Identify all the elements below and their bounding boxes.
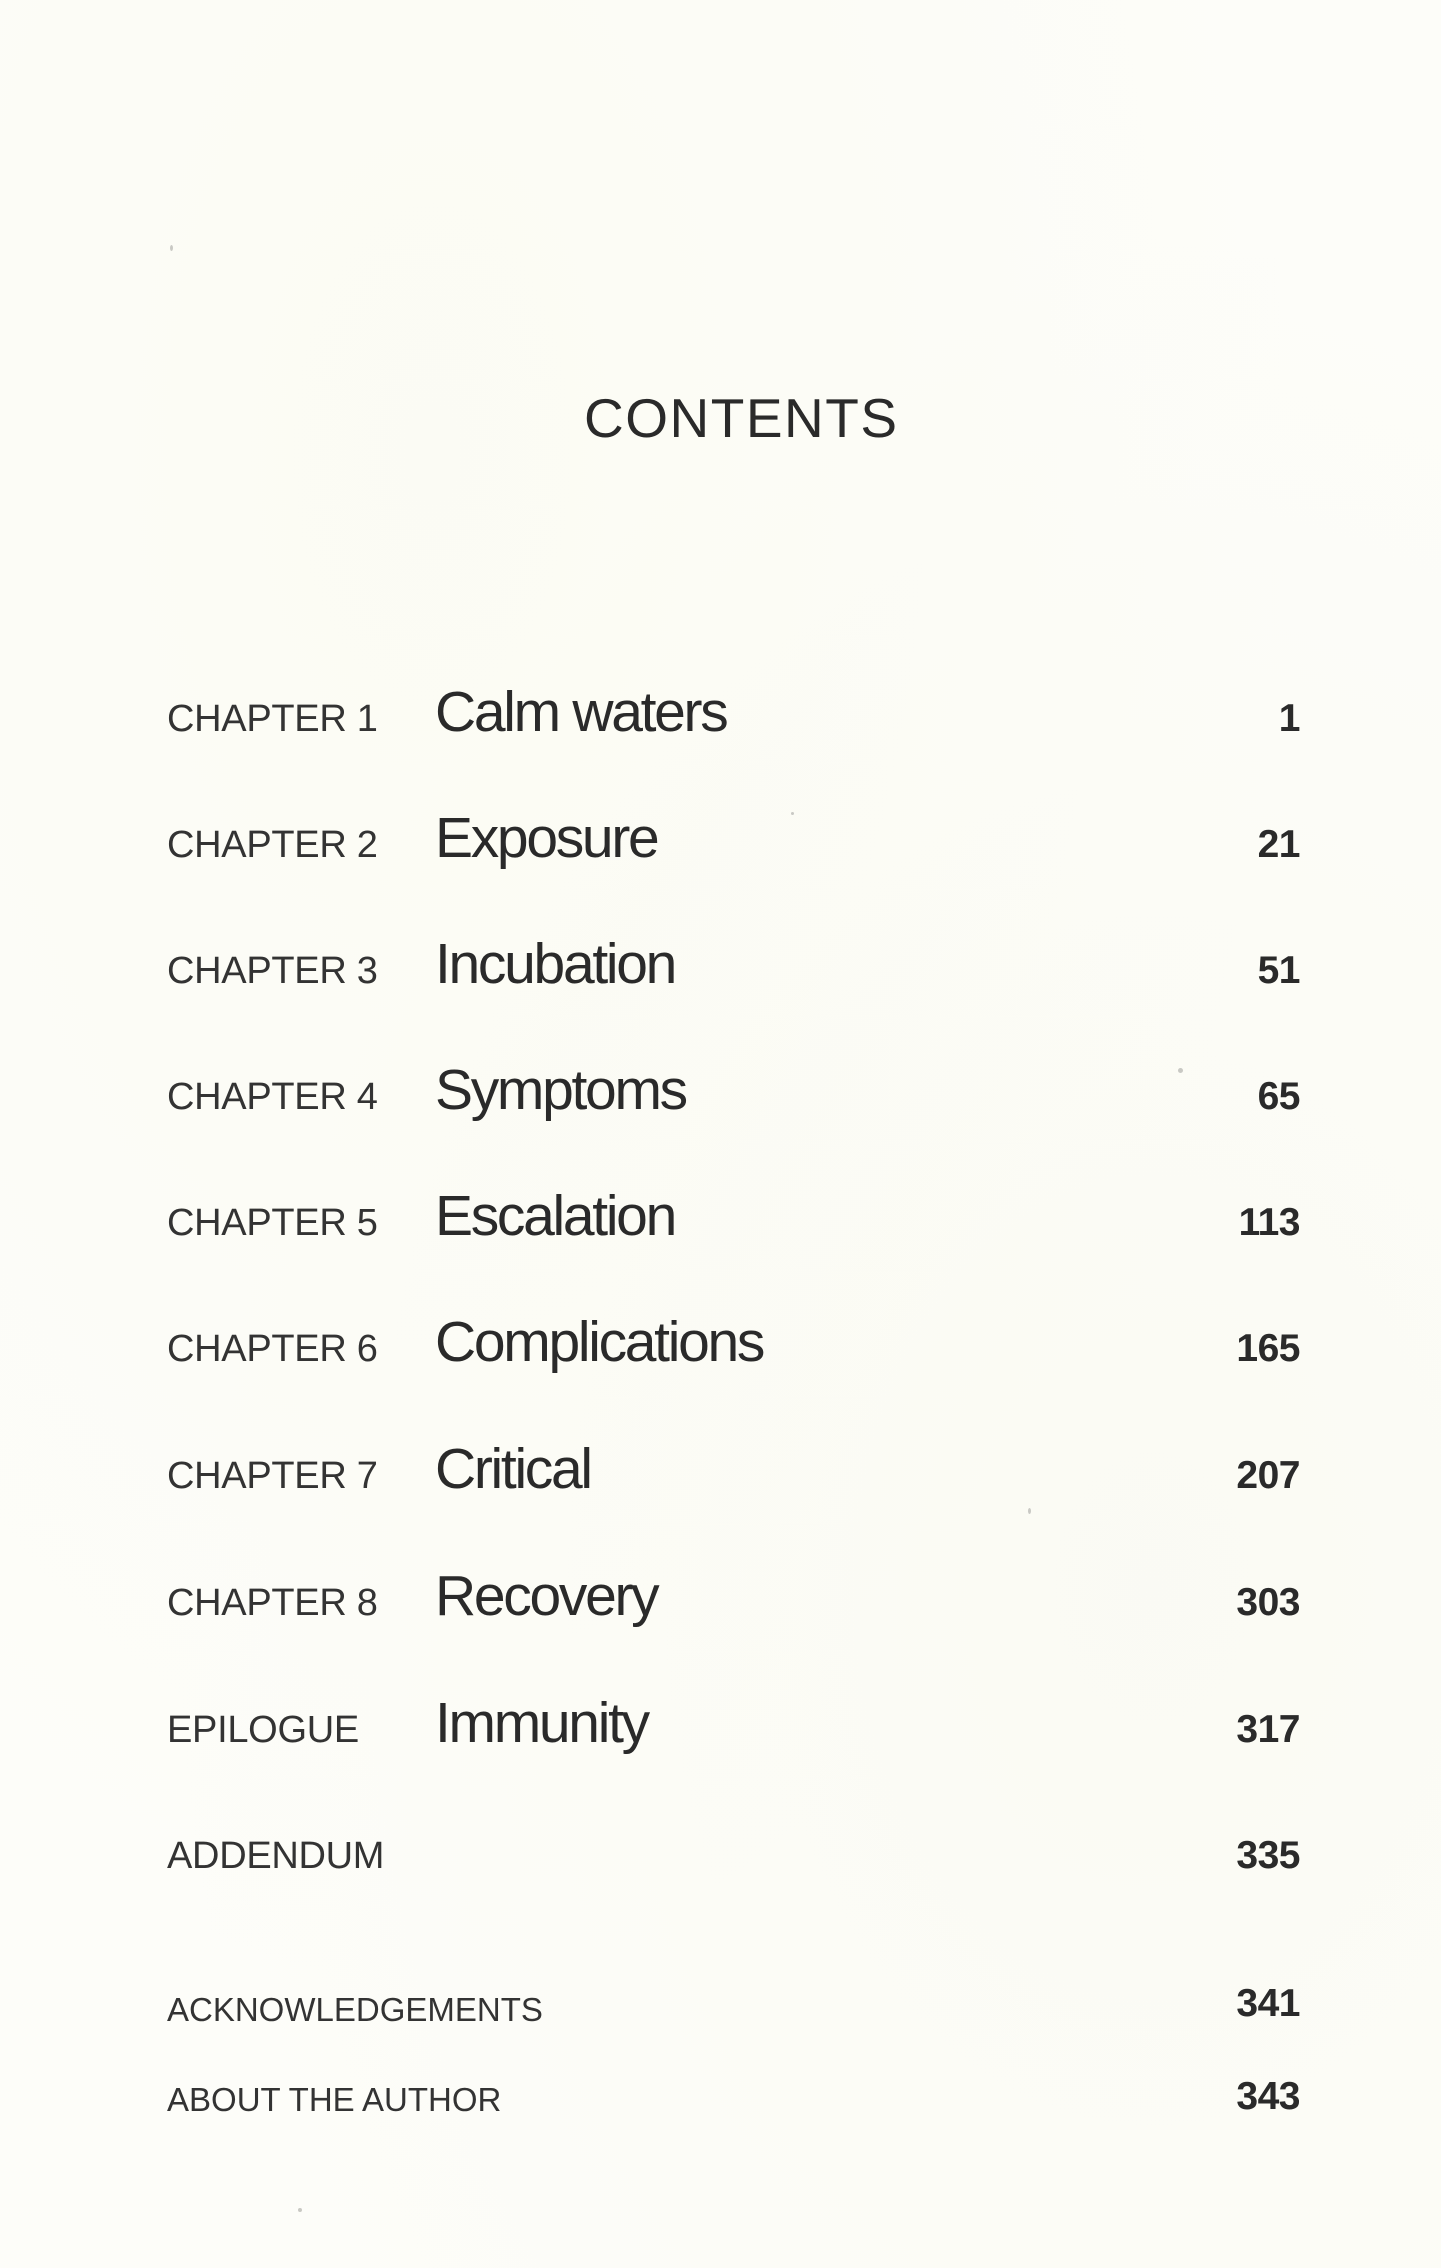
chapter-title: Exposure: [435, 806, 658, 870]
chapter-title: Escalation: [435, 1184, 675, 1248]
scan-speck: [170, 245, 173, 251]
page-number: 165: [1236, 1327, 1300, 1370]
chapter-label: EPILOGUE: [167, 1709, 359, 1751]
chapter-title: Immunity: [435, 1691, 648, 1755]
toc-entry-chapter-2[interactable]: [0, 806, 1441, 880]
chapter-label: CHAPTER 1: [167, 698, 378, 740]
toc-entry-chapter-6[interactable]: [0, 1310, 1441, 1384]
chapter-title: Recovery: [435, 1564, 658, 1628]
chapter-label: CHAPTER 4: [167, 1076, 378, 1118]
section-label: ABOUT THE AUTHOR: [167, 2081, 502, 2118]
toc-entry-chapter-5[interactable]: [0, 1184, 1441, 1258]
page-number: 343: [1236, 2075, 1300, 2118]
chapter-title: Incubation: [435, 932, 676, 996]
toc-entry-addendum[interactable]: [0, 1821, 1441, 1891]
toc-entry-chapter-4[interactable]: [0, 1058, 1441, 1132]
section-label: ACKNOWLEDGEMENTS: [167, 1991, 543, 2028]
page-number: 65: [1257, 1075, 1300, 1118]
chapter-title: Complications: [435, 1310, 764, 1374]
page-number: 21: [1257, 823, 1300, 866]
chapter-label: CHAPTER 3: [167, 950, 378, 992]
chapter-label: CHAPTER 5: [167, 1202, 378, 1244]
page-number: 317: [1236, 1708, 1300, 1751]
toc-entry-chapter-8[interactable]: [0, 1564, 1441, 1638]
toc-entry-epilogue[interactable]: [0, 1691, 1441, 1765]
page-number: 1: [1278, 697, 1300, 740]
chapter-label: CHAPTER 6: [167, 1328, 378, 1370]
chapter-title: Critical: [435, 1437, 591, 1501]
page-number: 303: [1236, 1581, 1300, 1624]
chapter-label: CHAPTER 2: [167, 824, 378, 866]
chapter-label: CHAPTER 8: [167, 1582, 378, 1624]
chapter-label: ADDENDUM: [167, 1835, 385, 1877]
page-number: 51: [1257, 949, 1300, 992]
page-number: 335: [1236, 1834, 1300, 1877]
page-number: 207: [1236, 1454, 1300, 1497]
page-number: 113: [1238, 1201, 1300, 1244]
page-number: 341: [1236, 1982, 1300, 2025]
chapter-title: Symptoms: [435, 1058, 686, 1122]
chapter-label: CHAPTER 7: [167, 1455, 378, 1497]
toc-entry-acknowledgements[interactable]: [0, 1973, 1441, 2043]
scan-speck: [298, 2208, 302, 2212]
toc-entry-about-the-author[interactable]: [0, 2063, 1441, 2133]
page-title: CONTENTS: [584, 387, 899, 449]
chapter-title: Calm waters: [435, 680, 727, 744]
toc-entry-chapter-1[interactable]: [0, 680, 1441, 754]
toc-entry-chapter-7[interactable]: [0, 1437, 1441, 1511]
toc-entry-chapter-3[interactable]: [0, 932, 1441, 1006]
